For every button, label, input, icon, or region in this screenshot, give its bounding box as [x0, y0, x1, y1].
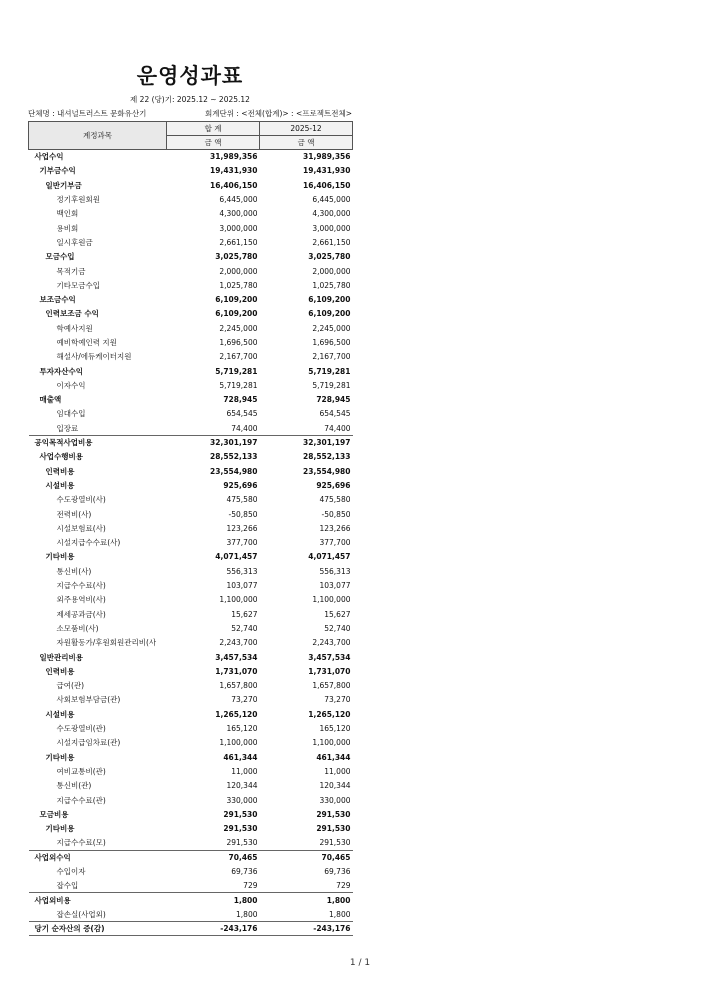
amount-month: 3,457,534	[308, 652, 351, 662]
amount-month: 2,661,150	[312, 237, 351, 247]
amount-month: 16,406,150	[303, 180, 351, 190]
amount-total: 330,000	[226, 795, 258, 805]
table-row	[29, 678, 353, 692]
table-row	[29, 150, 353, 164]
amount-total: 1,657,800	[219, 681, 258, 691]
amount-total: 2,243,700	[219, 638, 258, 648]
table-row	[29, 207, 353, 221]
account-name: 시설지급임차료(관)	[56, 738, 121, 748]
amount-month: 1,731,070	[308, 666, 351, 676]
table-row	[29, 192, 353, 206]
amount-month: 74,400	[324, 423, 351, 433]
amount-month: 6,445,000	[312, 195, 351, 205]
amount-total: 103,077	[226, 581, 258, 591]
account-name: 통신비(사)	[56, 566, 92, 576]
table-row	[29, 707, 353, 721]
amount-total: 729	[243, 881, 258, 891]
account-name: 당기 순자산의 증(감)	[29, 922, 167, 936]
amount-total: 2,661,150	[219, 237, 258, 247]
table-row	[29, 550, 353, 564]
amount-total: 1,025,780	[219, 280, 258, 290]
amount-month: 1,800	[329, 909, 351, 919]
table-row	[29, 278, 353, 292]
account-name: 인력비용	[45, 466, 75, 476]
account-name: 인력비용	[45, 666, 75, 676]
amount-total: 6,445,000	[219, 195, 258, 205]
account-name: 모금비용	[39, 809, 69, 819]
amount-total: 1,800	[236, 909, 258, 919]
amount-month: 475,580	[319, 495, 351, 505]
table-row	[29, 536, 353, 550]
table-row	[29, 650, 353, 664]
table-row	[29, 693, 353, 707]
account-name: 기타비용	[45, 752, 75, 762]
amount-total: 1,800	[167, 893, 260, 907]
amount-month: 19,431,930	[303, 166, 351, 176]
account-name: 제세공과금(사)	[56, 609, 106, 619]
amount-month: 32,301,197	[260, 435, 353, 449]
table-row	[29, 664, 353, 678]
account-name: 이자수익	[56, 380, 86, 390]
table-row	[29, 221, 353, 235]
amount-month: 6,109,200	[308, 309, 351, 319]
account-name: 일반관리비용	[39, 652, 83, 662]
account-name: 소모품비(사)	[56, 623, 99, 633]
amount-month: 728,945	[316, 395, 351, 405]
amount-total: 2,167,700	[219, 352, 258, 362]
account-name: 공익목적사업비용	[29, 435, 167, 449]
account-name: 잡손실(사업외)	[56, 909, 106, 919]
table-row	[29, 307, 353, 321]
table-row	[29, 350, 353, 364]
amount-total: 2,000,000	[219, 266, 258, 276]
amount-month: 31,989,356	[303, 152, 351, 162]
account-name: 시설지급수수료(사)	[56, 538, 121, 548]
amount-month: -243,176	[260, 922, 353, 936]
amount-total: 3,000,000	[219, 223, 258, 233]
amount-total: 73,270	[231, 695, 258, 705]
table-row	[29, 450, 353, 464]
account-name: 정기후원회원	[56, 195, 100, 205]
amount-month: 2,245,000	[312, 323, 351, 333]
header-month: 2025-12	[260, 122, 353, 136]
amount-total: 1,100,000	[219, 738, 258, 748]
amount-total: 1,696,500	[219, 338, 258, 347]
amount-total: 5,719,281	[215, 366, 258, 376]
amount-month: 2,167,700	[312, 352, 351, 362]
account-name: 목적기금	[56, 266, 86, 276]
amount-month: 461,344	[316, 752, 351, 762]
table-row	[29, 736, 353, 750]
account-name: 사업수익	[34, 152, 64, 162]
amount-month: -50,850	[321, 509, 351, 519]
account-name: 수입이자	[56, 866, 86, 876]
amount-total: 728,945	[223, 395, 258, 405]
account-name: 지급수수료(관)	[56, 795, 106, 805]
table-row	[29, 335, 353, 349]
table-row	[29, 721, 353, 735]
account-name: 자원활동가/후원회원관리비(사	[56, 638, 157, 648]
amount-month: 729	[336, 881, 351, 891]
amount-month: 165,120	[319, 724, 351, 734]
amount-total: 16,406,150	[210, 180, 258, 190]
amount-month: 103,077	[319, 581, 351, 591]
amount-month: 4,071,457	[308, 552, 351, 562]
amount-month: 70,465	[260, 850, 353, 864]
amount-month: 15,627	[324, 609, 351, 619]
amount-month: 3,000,000	[312, 223, 351, 233]
account-name: 시설보험료(사)	[56, 523, 106, 533]
amount-month: 377,700	[319, 538, 351, 548]
account-name: 통신비(관)	[56, 781, 92, 791]
account-name: 사업외비용	[29, 893, 167, 907]
table-row	[29, 764, 353, 778]
amount-month: 52,740	[324, 623, 351, 633]
amount-total: 475,580	[226, 495, 258, 505]
amount-total: 123,266	[226, 523, 258, 533]
account-name: 입장료	[56, 423, 79, 433]
account-name: 수도광열비(사)	[56, 495, 106, 505]
amount-month: 5,719,281	[312, 380, 351, 390]
amount-month: 3,025,780	[308, 252, 351, 262]
amount-month: 11,000	[324, 766, 351, 776]
amount-month: 6,109,200	[308, 295, 351, 305]
amount-month: 2,243,700	[312, 638, 351, 648]
amount-total: 291,530	[226, 838, 258, 848]
table-row	[29, 836, 353, 850]
table-row	[29, 435, 353, 449]
amount-total: 23,554,980	[210, 466, 258, 476]
account-name: 예비학예인력 지원	[56, 338, 117, 347]
table-row	[29, 750, 353, 764]
table-row	[29, 636, 353, 650]
amount-total: 556,313	[226, 566, 258, 576]
amount-total: 291,530	[223, 824, 258, 834]
table-row	[29, 879, 353, 893]
amount-month: 120,344	[319, 781, 351, 791]
account-name: 시설비용	[45, 709, 75, 719]
account-name: 지급수수료(사)	[56, 581, 106, 591]
account-name: 기타모금수입	[56, 280, 100, 290]
account-name: 보조금수익	[39, 295, 76, 305]
amount-month: 5,719,281	[308, 366, 351, 376]
account-name: 기타비용	[45, 824, 75, 834]
amount-month: 291,530	[316, 809, 351, 819]
amount-total: 120,344	[226, 781, 258, 791]
amount-month: 4,300,000	[312, 209, 351, 219]
account-name: 인력보조금 수익	[45, 309, 99, 319]
account-name: 잡수입	[56, 881, 79, 891]
table-row	[29, 607, 353, 621]
header-amount-total: 금 액	[167, 136, 260, 150]
account-name: 일시후원금	[56, 237, 93, 247]
report-title: 운영성과표	[136, 64, 244, 88]
table-row	[29, 364, 353, 378]
table-row	[29, 779, 353, 793]
account-name: 급여(관)	[56, 681, 85, 691]
amount-month: 330,000	[319, 795, 351, 805]
amount-month: 1,696,500	[312, 338, 351, 347]
table-row	[29, 164, 353, 178]
accounting-unit: 회계단위 : <전체(합계)> : <프로젝트전체>	[204, 109, 352, 118]
account-name: 전력비(사)	[56, 509, 92, 519]
amount-total: 52,740	[231, 623, 258, 633]
header-account: 계정과목	[29, 122, 167, 150]
amount-total: 6,109,200	[215, 295, 258, 305]
amount-total: 32,301,197	[167, 435, 260, 449]
account-name: 학예사지원	[56, 323, 93, 333]
header-amount-month: 금 액	[260, 136, 353, 150]
amount-month: 123,266	[319, 523, 351, 533]
header-total: 합 계	[167, 122, 260, 136]
account-name: 용비회	[56, 223, 79, 233]
amount-month: 23,554,980	[303, 466, 351, 476]
table-row	[29, 821, 353, 835]
table-row	[29, 421, 353, 435]
account-name: 임대수입	[56, 409, 86, 419]
amount-total: 4,071,457	[215, 552, 258, 562]
amount-month: 73,270	[324, 695, 351, 705]
page-indicator: 1 / 1	[349, 958, 371, 968]
table-row	[29, 807, 353, 821]
table-row	[29, 321, 353, 335]
amount-month: 1,800	[260, 893, 353, 907]
amount-month: 1,100,000	[312, 738, 351, 748]
table-row	[29, 292, 353, 306]
table-row	[29, 478, 353, 492]
amount-month: 1,100,000	[312, 595, 351, 605]
amount-total: 1,265,120	[215, 709, 258, 719]
amount-month: 291,530	[316, 824, 351, 834]
table-row	[29, 922, 353, 936]
amount-month: 69,736	[324, 866, 351, 876]
amount-total: 69,736	[231, 866, 258, 876]
account-name: 일반기부금	[45, 180, 82, 190]
table-row	[29, 250, 353, 264]
table-header	[29, 122, 353, 150]
table-row	[29, 507, 353, 521]
amount-month: 556,313	[319, 566, 351, 576]
amount-total: 165,120	[226, 724, 258, 734]
amount-total: -50,850	[228, 509, 258, 519]
amount-month: 28,552,133	[303, 452, 351, 462]
amount-total: 28,552,133	[210, 452, 258, 462]
account-name: 매출액	[39, 395, 62, 405]
table-row	[29, 564, 353, 578]
amount-month: 1,025,780	[312, 280, 351, 290]
table-row	[29, 464, 353, 478]
amount-month: 2,000,000	[312, 266, 351, 276]
amount-total: 19,431,930	[210, 166, 258, 176]
account-name: 투자자산수익	[39, 366, 83, 376]
amount-total: 1,731,070	[215, 666, 258, 676]
amount-total: 5,719,281	[219, 380, 258, 390]
amount-month: 654,545	[319, 409, 351, 419]
table-row	[29, 907, 353, 921]
amount-month: 925,696	[316, 480, 351, 490]
amount-total: 925,696	[223, 480, 258, 490]
account-name: 시설비용	[45, 480, 75, 490]
account-name: 지급수수료(모)	[56, 838, 106, 848]
table-row	[29, 235, 353, 249]
table-row	[29, 393, 353, 407]
table-row	[29, 493, 353, 507]
table-row	[29, 793, 353, 807]
amount-total: 377,700	[226, 538, 258, 548]
amount-total: 6,109,200	[215, 309, 258, 319]
amount-total: 2,245,000	[219, 323, 258, 333]
account-name: 여비교통비(관)	[56, 766, 106, 776]
amount-total: 3,457,534	[215, 652, 258, 662]
amount-total: 74,400	[231, 423, 258, 433]
amount-total: 291,530	[223, 809, 258, 819]
amount-month: 291,530	[319, 838, 351, 848]
table-row	[29, 178, 353, 192]
amount-month: 1,265,120	[308, 709, 351, 719]
report-period: 제 22 (당)기: 2025.12 ~ 2025.12	[130, 95, 250, 104]
account-name: 기부금수익	[39, 166, 76, 176]
amount-month: 1,657,800	[312, 681, 351, 691]
account-name: 모금수입	[45, 252, 75, 262]
amount-total: 4,300,000	[219, 209, 258, 219]
table-row	[29, 621, 353, 635]
table-row	[29, 521, 353, 535]
account-name: 사업수행비용	[39, 452, 83, 462]
table-row	[29, 850, 353, 864]
organization-name: 단체명 : 내셔널트러스트 문화유산기	[28, 109, 147, 118]
table-row	[29, 593, 353, 607]
account-name: 수도광열비(관)	[56, 724, 106, 734]
amount-total: -243,176	[167, 922, 260, 936]
amount-total: 3,025,780	[215, 252, 258, 262]
account-name: 사업외수익	[29, 850, 167, 864]
account-name: 기타비용	[45, 552, 75, 562]
amount-total: 11,000	[231, 766, 258, 776]
amount-total: 31,989,356	[210, 152, 258, 162]
table-row	[29, 893, 353, 907]
amount-total: 15,627	[231, 609, 258, 619]
amount-total: 1,100,000	[219, 595, 258, 605]
account-name: 해설사/에듀케이터지원	[56, 352, 132, 362]
table-row	[29, 378, 353, 392]
amount-total: 654,545	[226, 409, 258, 419]
table-row	[29, 407, 353, 421]
account-name: 외주용역비(사)	[56, 595, 106, 605]
account-name: 백인회	[56, 209, 79, 219]
operating-results-table	[28, 121, 353, 936]
amount-total: 461,344	[223, 752, 258, 762]
table-body	[29, 150, 353, 936]
account-name: 사회보험부담금(관)	[56, 695, 121, 705]
table-row	[29, 264, 353, 278]
amount-total: 70,465	[167, 850, 260, 864]
table-row	[29, 864, 353, 878]
table-row	[29, 578, 353, 592]
